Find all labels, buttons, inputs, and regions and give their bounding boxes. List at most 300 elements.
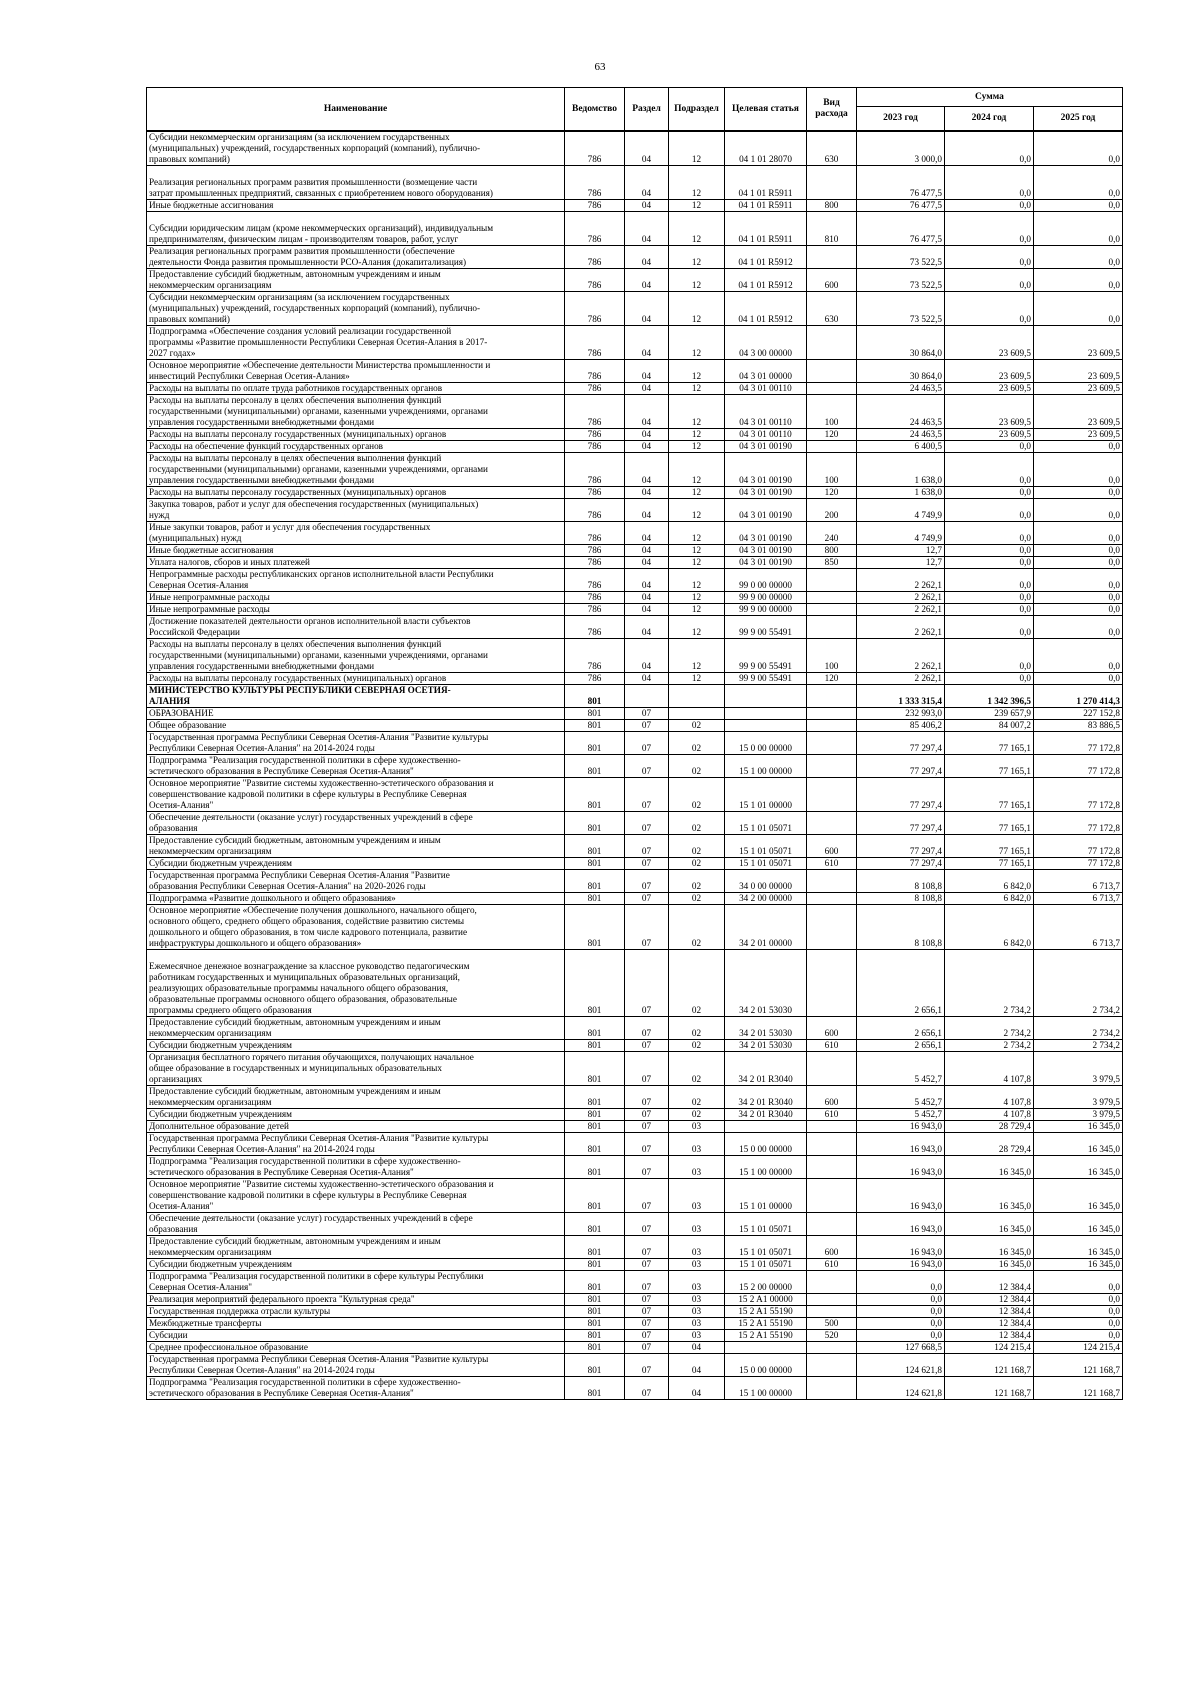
amount-2023-cell: 2 262,1 [857,639,945,673]
section-cell: 07 [625,1040,669,1052]
name-line: Государственная программа Республики Северная Осетия-Алания "Развитие культуры [149,1354,489,1364]
amount-2023-cell: 16 943,0 [857,1259,945,1271]
table-row [147,1121,1123,1133]
name-line: Организация бесплатного горячего питания обучающихся, получающих начальное [149,1052,474,1062]
subsection-cell: 03 [669,1236,725,1259]
amount-2025-cell: 227 152,8 [1034,708,1123,720]
name-line: Предоставление субсидий бюджетным, автономным учреждениям и иным [149,269,441,279]
name-line: Подпрограмма "Реализация государственной политики в сфере культуры Республики [149,1271,484,1281]
amount-2024-cell: 0,0 [945,522,1034,545]
name-line: Иные бюджетные ассигнования [149,200,274,210]
header-dept: Ведомство [565,88,625,132]
section-cell: 07 [625,755,669,778]
table-row [147,557,1123,569]
name-cell [147,905,565,950]
type-cell [807,893,857,905]
dept-cell: 786 [565,212,625,246]
name-line: государственными (муниципальными) органами, казенными учреждениями, органами [149,406,488,416]
name-line: Предоставление субсидий бюджетным, автономным учреждениям и иным [149,835,441,845]
name-line: эстетического образования в Республике Северная Осетия-Алания" [149,766,414,776]
amount-2025-cell: 16 345,0 [1034,1259,1123,1271]
section-cell: 07 [625,870,669,893]
type-cell [807,1156,857,1179]
name-line: эстетического образования в Республике Северная Осетия-Алания" [149,1388,414,1398]
name-line: Подпрограмма «Развитие дошкольного и общего образования» [149,893,396,903]
dept-cell: 801 [565,893,625,905]
section-cell: 07 [625,708,669,720]
table-row [147,246,1123,269]
amount-2025-cell: 124 215,4 [1034,1342,1123,1354]
dept-cell: 801 [565,1236,625,1259]
section-cell: 04 [625,212,669,246]
amount-2023-cell: 16 943,0 [857,1236,945,1259]
amount-2024-cell: 0,0 [945,499,1034,522]
amount-2024-cell: 0,0 [945,200,1034,212]
section-cell: 07 [625,1318,669,1330]
amount-2023-cell: 16 943,0 [857,1121,945,1133]
type-cell [807,732,857,755]
amount-2024-cell: 124 215,4 [945,1342,1034,1354]
subsection-cell: 03 [669,1121,725,1133]
amount-2023-cell: 1 333 315,4 [857,685,945,708]
amount-2025-cell: 16 345,0 [1034,1179,1123,1213]
amount-2024-cell: 4 107,8 [945,1086,1034,1109]
amount-2023-cell: 0,0 [857,1271,945,1294]
header-target: Целевая статья [725,88,807,132]
dept-cell: 801 [565,1377,625,1400]
dept-cell: 801 [565,1133,625,1156]
section-cell: 07 [625,893,669,905]
name-line: Республики Северная Осетия-Алания" на 2014-2024 годы [149,1144,375,1154]
name-cell [147,673,565,685]
target-cell: 15 1 00 00000 [725,1377,807,1400]
name-cell [147,858,565,870]
dept-cell: 801 [565,1294,625,1306]
name-line: совершенствование кадровой политики в сфере культуры в Республике Северная [149,789,467,799]
amount-2025-cell: 3 979,5 [1034,1086,1123,1109]
name-line: деятельности Фонда развития промышленности РСО-Алания (докапитализация) [149,257,467,267]
header-section: Раздел [625,88,669,132]
amount-2025-cell: 16 345,0 [1034,1133,1123,1156]
amount-2024-cell: 121 168,7 [945,1377,1034,1400]
amount-2024-cell: 23 609,5 [945,360,1034,383]
table-row [147,269,1123,292]
subsection-cell: 03 [669,1179,725,1213]
subsection-cell: 12 [669,292,725,326]
type-cell: 600 [807,1086,857,1109]
name-line: Северная Осетия-Алания" [149,1282,253,1292]
amount-2024-cell: 16 345,0 [945,1213,1034,1236]
subsection-cell: 04 [669,1354,725,1377]
name-cell [147,1342,565,1354]
target-cell: 99 9 00 00000 [725,592,807,604]
table-row [147,905,1123,950]
name-line: Общее образование [149,720,227,730]
table-row [147,131,1123,166]
name-cell [147,1121,565,1133]
amount-2023-cell: 3 000,0 [857,131,945,166]
name-cell [147,1354,565,1377]
target-cell: 15 2 A1 55190 [725,1318,807,1330]
name-line: Расходы на выплаты персоналу в целях обеспечения выполнения функций [149,453,442,463]
dept-cell: 786 [565,557,625,569]
amount-2025-cell: 0,0 [1034,269,1123,292]
subsection-cell: 12 [669,441,725,453]
subsection-cell: 02 [669,835,725,858]
table-row [147,720,1123,732]
section-cell: 07 [625,950,669,1017]
amount-2023-cell: 0,0 [857,1318,945,1330]
amount-2024-cell: 0,0 [945,639,1034,673]
target-cell: 34 0 00 00000 [725,870,807,893]
name-cell [147,1156,565,1179]
name-line: некоммерческим организациям [149,1028,272,1038]
subsection-cell: 12 [669,557,725,569]
table-row [147,778,1123,812]
type-cell [807,246,857,269]
name-line: программы «Развитие промышленности Республики Северная Осетия-Алания в 2017- [149,337,488,347]
section-cell: 07 [625,1213,669,1236]
section-cell: 04 [625,592,669,604]
amount-2023-cell: 2 262,1 [857,616,945,639]
subsection-cell: 02 [669,858,725,870]
name-line: Республики Северная Осетия-Алания" на 2014-2024 годы [149,743,375,753]
subsection-cell: 02 [669,812,725,835]
dept-cell: 801 [565,812,625,835]
name-cell [147,708,565,720]
amount-2023-cell: 85 406,2 [857,720,945,732]
amount-2025-cell: 0,0 [1034,246,1123,269]
name-cell [147,604,565,616]
section-cell: 07 [625,1156,669,1179]
name-line: Реализация региональных программ развития промышленности (возмещение части [149,177,478,187]
name-line: (муниципальных) нужд [149,533,242,543]
amount-2023-cell: 2 656,1 [857,950,945,1017]
section-cell: 04 [625,487,669,499]
amount-2025-cell: 16 345,0 [1034,1213,1123,1236]
dept-cell: 786 [565,616,625,639]
target-cell: 15 1 01 00000 [725,1179,807,1213]
table-row [147,1318,1123,1330]
amount-2024-cell: 12 384,4 [945,1271,1034,1294]
type-cell [807,720,857,732]
amount-2024-cell: 16 345,0 [945,1179,1034,1213]
name-cell [147,453,565,487]
amount-2025-cell: 77 172,8 [1034,835,1123,858]
dept-cell: 786 [565,545,625,557]
table-row [147,212,1123,246]
amount-2025-cell: 0,0 [1034,616,1123,639]
dept-cell: 801 [565,950,625,1017]
dept-cell: 786 [565,592,625,604]
dept-cell: 786 [565,499,625,522]
name-line: Непрограммные расходы республиканских органов исполнительной власти Республики [149,569,494,579]
name-line: правовых компаний) [149,154,230,164]
type-cell [807,383,857,395]
amount-2024-cell: 28 729,4 [945,1133,1034,1156]
amount-2024-cell: 77 165,1 [945,812,1034,835]
name-cell [147,755,565,778]
amount-2023-cell: 16 943,0 [857,1179,945,1213]
name-cell [147,778,565,812]
target-cell: 15 2 A1 00000 [725,1294,807,1306]
amount-2023-cell: 1 638,0 [857,487,945,499]
subsection-cell: 02 [669,950,725,1017]
name-cell [147,1133,565,1156]
name-line: предпринимателям, физическим лицам - производителям товаров, работ, услуг [149,234,459,244]
subsection-cell: 12 [669,453,725,487]
type-cell [807,1179,857,1213]
target-cell: 04 1 01 R5912 [725,246,807,269]
amount-2025-cell: 3 979,5 [1034,1052,1123,1086]
name-line: Основное мероприятие «Обеспечение деятельности Министерства промышленности и [149,360,491,370]
name-line: Расходы на выплаты персоналу в целях обеспечения выполнения функций [149,395,442,405]
target-cell [725,1342,807,1354]
amount-2025-cell: 6 713,7 [1034,870,1123,893]
target-cell: 15 1 01 05071 [725,1236,807,1259]
name-cell [147,522,565,545]
dept-cell: 801 [565,720,625,732]
name-cell [147,870,565,893]
table-body [147,131,1123,1400]
amount-2025-cell: 2 734,2 [1034,1017,1123,1040]
table-row [147,487,1123,499]
name-line: некоммерческим организациям [149,1247,272,1257]
section-cell: 07 [625,1236,669,1259]
name-cell [147,950,565,1017]
amount-2023-cell: 16 943,0 [857,1213,945,1236]
dept-cell: 786 [565,441,625,453]
subsection-cell: 12 [669,246,725,269]
amount-2023-cell: 8 108,8 [857,905,945,950]
subsection-cell: 12 [669,545,725,557]
amount-2025-cell: 23 609,5 [1034,326,1123,360]
target-cell: 04 1 01 R5911 [725,200,807,212]
table-row [147,166,1123,200]
page-number: 63 [594,61,606,73]
target-cell: 04 3 01 00110 [725,429,807,441]
amount-2023-cell: 73 522,5 [857,246,945,269]
subsection-cell [669,708,725,720]
amount-2025-cell: 77 172,8 [1034,812,1123,835]
amount-2025-cell: 0,0 [1034,592,1123,604]
target-cell: 04 3 01 00190 [725,557,807,569]
amount-2023-cell: 73 522,5 [857,269,945,292]
name-line: (муниципальных) учреждений, государственных корпораций (компаний), публично- [149,303,481,313]
subsection-cell: 12 [669,569,725,592]
target-cell: 34 2 01 R3040 [725,1052,807,1086]
section-cell: 07 [625,1354,669,1377]
dept-cell: 801 [565,1271,625,1294]
dept-cell: 801 [565,685,625,708]
amount-2024-cell: 16 345,0 [945,1156,1034,1179]
name-line: Подпрограмма "Реализация государственной политики в сфере художественно- [149,755,461,765]
type-cell [807,870,857,893]
name-line: Северная Осетия-Алания [149,580,249,590]
dept-cell: 786 [565,360,625,383]
name-cell [147,292,565,326]
section-cell: 04 [625,569,669,592]
amount-2025-cell: 0,0 [1034,292,1123,326]
type-cell [807,812,857,835]
amount-2024-cell: 6 842,0 [945,893,1034,905]
name-line: АЛАНИЯ [149,696,191,706]
dept-cell: 801 [565,858,625,870]
amount-2024-cell: 2 734,2 [945,950,1034,1017]
name-line: реализующих образовательные программы начального общего образования, [149,983,449,993]
section-cell: 07 [625,1017,669,1040]
amount-2023-cell: 5 452,7 [857,1086,945,1109]
type-cell [807,1342,857,1354]
amount-2024-cell: 0,0 [945,569,1034,592]
type-cell [807,441,857,453]
target-cell: 04 3 01 00190 [725,487,807,499]
target-cell: 15 2 A1 55190 [725,1306,807,1318]
target-cell: 04 1 01 R5912 [725,269,807,292]
amount-2023-cell: 77 297,4 [857,812,945,835]
dept-cell: 801 [565,1086,625,1109]
dept-cell: 801 [565,1318,625,1330]
amount-2023-cell: 4 749,9 [857,522,945,545]
table-row [147,1179,1123,1213]
dept-cell: 786 [565,200,625,212]
name-line: управления государственными внебюджетными фондами [149,417,375,427]
name-line: Иные закупки товаров, работ и услуг для обеспечения государственных [149,522,431,532]
name-cell [147,269,565,292]
section-cell: 07 [625,1294,669,1306]
amount-2025-cell: 0,0 [1034,166,1123,200]
dept-cell: 786 [565,326,625,360]
amount-2025-cell: 0,0 [1034,131,1123,166]
amount-2025-cell: 0,0 [1034,1306,1123,1318]
amount-2024-cell: 77 165,1 [945,778,1034,812]
subsection-cell: 02 [669,870,725,893]
table-row [147,1052,1123,1086]
dept-cell: 801 [565,1040,625,1052]
subsection-cell: 03 [669,1259,725,1271]
amount-2024-cell: 0,0 [945,487,1034,499]
section-cell: 04 [625,292,669,326]
section-cell: 07 [625,1271,669,1294]
name-cell [147,1179,565,1213]
subsection-cell: 02 [669,732,725,755]
target-cell: 04 3 01 00110 [725,383,807,395]
subsection-cell: 12 [669,383,725,395]
name-line: управления государственными внебюджетными фондами [149,475,375,485]
subsection-cell: 02 [669,778,725,812]
table-row [147,360,1123,383]
amount-2023-cell: 0,0 [857,1306,945,1318]
type-cell: 600 [807,835,857,858]
header-sum: Сумма [857,88,1123,107]
target-cell: 34 2 01 R3040 [725,1109,807,1121]
name-line: Субсидии бюджетным учреждениям [149,858,292,868]
name-line: Ежемесячное денежное вознаграждение за классное руководство педагогическим [149,961,470,971]
amount-2023-cell: 0,0 [857,1294,945,1306]
name-cell [147,499,565,522]
dept-cell: 786 [565,639,625,673]
type-cell [807,1294,857,1306]
subsection-cell: 03 [669,1294,725,1306]
amount-2023-cell: 232 993,0 [857,708,945,720]
name-line: (муниципальных) учреждений, государственных корпораций (компаний), публично- [149,143,481,153]
section-cell: 04 [625,200,669,212]
table-row [147,499,1123,522]
type-cell: 100 [807,639,857,673]
type-cell: 600 [807,1236,857,1259]
amount-2025-cell: 23 609,5 [1034,360,1123,383]
amount-2025-cell: 0,0 [1034,1271,1123,1294]
dept-cell: 801 [565,1179,625,1213]
name-line: Подпрограмма «Обеспечение создания условий реализации государственной [149,326,452,336]
dept-cell: 786 [565,395,625,429]
amount-2024-cell: 12 384,4 [945,1306,1034,1318]
name-cell [147,1040,565,1052]
type-cell [807,326,857,360]
table-row [147,1354,1123,1377]
amount-2023-cell: 77 297,4 [857,835,945,858]
name-cell [147,1086,565,1109]
type-cell: 120 [807,429,857,441]
dept-cell: 801 [565,1213,625,1236]
type-cell: 610 [807,1040,857,1052]
table-row [147,708,1123,720]
type-cell [807,592,857,604]
dept-cell: 801 [565,1354,625,1377]
name-line: правовых компаний) [149,314,230,324]
name-line: основного общего, среднего общего образования, содействие развитию системы [149,916,465,926]
name-line: совершенствование кадровой политики в сфере культуры в Республике Северная [149,1190,467,1200]
subsection-cell: 12 [669,616,725,639]
type-cell [807,950,857,1017]
name-cell [147,592,565,604]
section-cell: 04 [625,557,669,569]
amount-2024-cell: 0,0 [945,246,1034,269]
name-cell [147,1236,565,1259]
amount-2024-cell: 239 657,9 [945,708,1034,720]
name-cell [147,1052,565,1086]
target-cell: 15 1 01 05071 [725,1259,807,1271]
amount-2025-cell: 0,0 [1034,499,1123,522]
section-cell: 07 [625,778,669,812]
amount-2025-cell: 6 713,7 [1034,893,1123,905]
amount-2024-cell: 6 842,0 [945,905,1034,950]
name-line: Иные непрограммные расходы [149,592,270,602]
name-line: Предоставление субсидий бюджетным, автономным учреждениям и иным [149,1017,441,1027]
type-cell: 600 [807,1017,857,1040]
section-cell: 07 [625,720,669,732]
target-cell: 15 2 00 00000 [725,1271,807,1294]
name-line: некоммерческим организациям [149,846,272,856]
target-cell: 15 1 01 05071 [725,812,807,835]
amount-2023-cell: 77 297,4 [857,755,945,778]
name-cell [147,893,565,905]
subsection-cell: 12 [669,673,725,685]
amount-2023-cell: 124 621,8 [857,1354,945,1377]
target-cell: 04 1 01 R5912 [725,292,807,326]
subsection-cell: 12 [669,395,725,429]
amount-2024-cell: 12 384,4 [945,1294,1034,1306]
subsection-cell: 02 [669,1040,725,1052]
section-cell: 07 [625,835,669,858]
subsection-cell: 02 [669,893,725,905]
section-cell: 04 [625,395,669,429]
table-row [147,1271,1123,1294]
amount-2024-cell: 0,0 [945,441,1034,453]
table-row [147,1259,1123,1271]
name-line: Расходы на обеспечение функций государственных органов [149,441,384,451]
name-line: Межбюджетные трансферты [149,1318,262,1328]
